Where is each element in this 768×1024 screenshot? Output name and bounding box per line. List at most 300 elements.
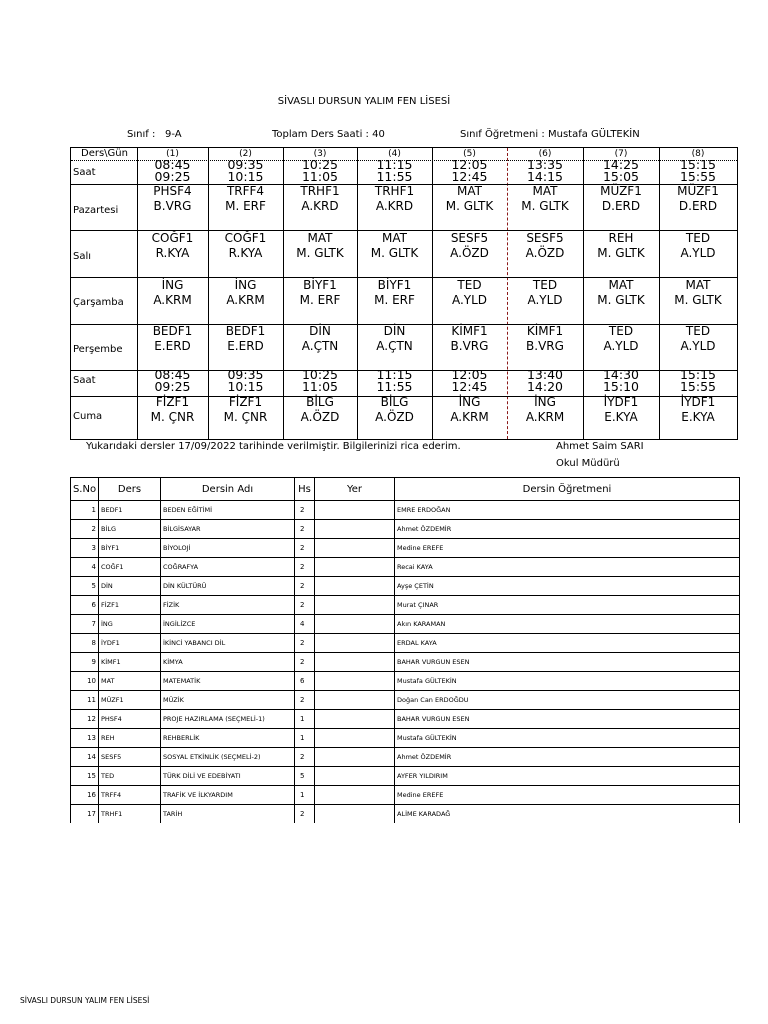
code-cell: FİZF1: [99, 596, 161, 615]
teacher-cell: Ayşe ÇETİN: [395, 577, 740, 596]
timetable-cell: [208, 395, 283, 425]
timetable-cell: [208, 369, 283, 393]
place-cell: [315, 805, 395, 824]
course-code: COĞF1: [151, 231, 194, 245]
course-name-cell: BİLGİSAYAR: [161, 520, 295, 539]
timetable-cell: [283, 369, 357, 393]
timetable-cell: [208, 278, 283, 308]
footer-school: SİVASLI DURSUN YALIM FEN LİSESİ: [20, 996, 150, 1005]
sno-cell: 7: [71, 615, 99, 634]
course-code: BİLG: [380, 395, 409, 409]
course-code: FİZF1: [228, 395, 263, 409]
teacher-cell: Mustafa GÜLTEKİN: [395, 672, 740, 691]
course-code: BİYF1: [377, 278, 412, 292]
teacher-cell: Akın KARAMAN: [395, 615, 740, 634]
sno-cell: 16: [71, 786, 99, 805]
code-cell: MAT: [99, 672, 161, 691]
course-name-cell: İKİNCİ YABANCI DİL: [161, 634, 295, 653]
row-label: Salı: [73, 251, 92, 262]
course-code: İYDF1: [680, 395, 716, 409]
timetable-cell: [283, 231, 357, 261]
code-cell: KİMF1: [99, 653, 161, 672]
course-code: FİZF1: [155, 395, 190, 409]
end-time: 15:55: [679, 169, 717, 184]
course-code: MÜZF1: [600, 184, 642, 198]
teacher-code: M. GLTK: [445, 199, 494, 213]
hours-cell: 2: [295, 558, 315, 577]
timetable-cell: [357, 278, 432, 308]
start-time: 08:45: [154, 157, 191, 172]
code-cell: REH: [99, 729, 161, 748]
teacher-code: B.VRG: [450, 339, 489, 353]
place-cell: [315, 710, 395, 729]
teacher-code: B.VRG: [526, 339, 564, 353]
teacher-code: M. ÇNR: [223, 410, 268, 424]
principal-title: Okul Müdürü: [556, 458, 620, 469]
hours-cell: 2: [295, 691, 315, 710]
sno-cell: 3: [71, 539, 99, 558]
start-time: 12:05: [451, 367, 488, 382]
teacher-label: Sınıf Öğretmeni :: [460, 129, 545, 140]
code-cell: BEDF1: [99, 501, 161, 520]
code-cell: SESF5: [99, 748, 161, 767]
timetable-cell: [283, 278, 357, 308]
sno-cell: 2: [71, 520, 99, 539]
code-cell: İYDF1: [99, 634, 161, 653]
start-time: 13:35: [526, 157, 564, 172]
start-time: 11:15: [376, 367, 413, 382]
timetable-cell: [432, 278, 507, 308]
teacher-code: R.KYA: [155, 246, 190, 260]
end-time: 09:25: [154, 379, 191, 394]
course-code: MAT: [532, 184, 558, 198]
teacher-cell: Recai KAYA: [395, 558, 740, 577]
timetable-cell: [357, 324, 432, 354]
end-time: 12:45: [451, 379, 488, 394]
row-label: Saat: [73, 375, 96, 386]
table-row: [71, 691, 740, 710]
table-row: [71, 786, 740, 805]
timetable-cell: [137, 324, 208, 354]
hours-cell: 2: [295, 539, 315, 558]
hours-cell: 1: [295, 786, 315, 805]
col-ders: Ders: [99, 478, 161, 501]
hours-cell: 2: [295, 634, 315, 653]
school-title: SİVASLI DURSUN YALIM FEN LİSESİ: [277, 96, 451, 107]
course-code: TED: [457, 278, 482, 292]
teacher-cell: BAHAR VURGUN ESEN: [395, 710, 740, 729]
sno-cell: 17: [71, 805, 99, 824]
sno-cell: 11: [71, 691, 99, 710]
timetable-cell: [507, 395, 583, 425]
table-row: [71, 805, 740, 824]
period-number: (3): [313, 149, 327, 159]
course-name-cell: MÜZİK: [161, 691, 295, 710]
teacher-code: A.YLD: [680, 339, 716, 353]
course-code: REH: [608, 231, 634, 245]
end-time: 09:25: [154, 169, 191, 184]
row-label: Perşembe: [73, 344, 123, 355]
period-number: (4): [388, 149, 401, 159]
end-time: 10:15: [227, 379, 264, 394]
timetable-cell: [659, 395, 737, 425]
hours-cell: 2: [295, 577, 315, 596]
place-cell: [315, 577, 395, 596]
place-cell: [315, 539, 395, 558]
teacher-code: A.KRM: [153, 293, 192, 307]
timetable-cell: [507, 369, 583, 393]
col-ogretmen: Dersin Öğretmeni: [395, 478, 740, 501]
course-code: İNG: [534, 395, 556, 409]
end-time: 11:55: [376, 169, 413, 184]
code-cell: COĞF1: [99, 558, 161, 577]
teacher-code: M. ERF: [225, 199, 266, 213]
sno-cell: 4: [71, 558, 99, 577]
timetable-cell: [432, 184, 507, 214]
course-name-cell: TÜRK DİLİ VE EDEBİYATI: [161, 767, 295, 786]
class-label: Sınıf :: [127, 129, 156, 140]
code-cell: TED: [99, 767, 161, 786]
course-code: MAT: [685, 278, 711, 292]
teacher-code: M. ERF: [299, 293, 341, 307]
teacher-code: A.ÖZD: [525, 246, 565, 260]
end-time: 10:15: [227, 169, 264, 184]
code-cell: TRFF4: [99, 786, 161, 805]
period-number: (6): [538, 149, 552, 159]
teacher-cell: Mustafa GÜLTEKİN: [395, 729, 740, 748]
course-code: İNG: [161, 278, 184, 292]
course-code: TED: [685, 324, 711, 338]
course-name-cell: COĞRAFYA: [161, 558, 295, 577]
place-cell: [315, 672, 395, 691]
course-code: MÜZF1: [677, 184, 719, 198]
table-row: [71, 596, 740, 615]
timetable: [70, 147, 738, 440]
timetable-cell: [137, 369, 208, 393]
teacher-cell: EMRE ERDOĞAN: [395, 501, 740, 520]
teacher-code: M. GLTK: [597, 293, 645, 307]
place-cell: [315, 767, 395, 786]
teacher-code: M. GLTK: [521, 199, 569, 213]
course-code: KİMF1: [526, 324, 564, 338]
course-name-cell: TARİH: [161, 805, 295, 824]
course-code: BEDF1: [225, 324, 266, 338]
start-time: 14:30: [602, 367, 640, 382]
end-time: 11:05: [301, 169, 339, 184]
hours-cell: 1: [295, 710, 315, 729]
start-time: 12:05: [451, 157, 488, 172]
note-text: Yukarıdaki dersler 17/09/2022 tarihinde verilmiştir. Bilgilerinizi rica ederim.: [86, 441, 461, 452]
class-value: 9-A: [165, 129, 182, 140]
hours-cell: 2: [295, 501, 315, 520]
course-name-cell: BEDEN EĞİTİMİ: [161, 501, 295, 520]
col-hs: Hs: [295, 478, 315, 501]
timetable-cell: [283, 184, 357, 214]
table-row: [71, 653, 740, 672]
course-name-cell: İNGİLİZCE: [161, 615, 295, 634]
end-time: 14:20: [526, 379, 564, 394]
course-code: TRFF4: [226, 184, 265, 198]
place-cell: [315, 729, 395, 748]
course-code: BEDF1: [152, 324, 193, 338]
table-row: [71, 672, 740, 691]
timetable-cell: [357, 369, 432, 393]
table-row: [71, 615, 740, 634]
timetable-cell: [357, 395, 432, 425]
teacher-cell: Murat ÇINAR: [395, 596, 740, 615]
course-code: TED: [608, 324, 634, 338]
timetable-cell: [137, 278, 208, 308]
timetable-cell: [583, 369, 659, 393]
course-code: SESF5: [450, 231, 489, 245]
timetable-cell: [137, 159, 208, 183]
sno-cell: 6: [71, 596, 99, 615]
timetable-cell: [432, 231, 507, 261]
teacher-code: A.KRD: [375, 199, 414, 213]
timetable-cell: [283, 324, 357, 354]
timetable-cell: [208, 231, 283, 261]
place-cell: [315, 786, 395, 805]
end-time: 11:55: [376, 379, 413, 394]
teacher-code: A.ÇTN: [301, 339, 339, 353]
start-time: 13:40: [526, 367, 564, 382]
teacher-cell: Doğan Can ERDOĞDU: [395, 691, 740, 710]
teacher-code: M. ÇNR: [150, 410, 195, 424]
timetable-cell: [283, 395, 357, 425]
code-cell: DİN: [99, 577, 161, 596]
sno-cell: 12: [71, 710, 99, 729]
row-label: Cuma: [73, 411, 103, 422]
table-row: [71, 501, 740, 520]
code-cell: İNG: [99, 615, 161, 634]
hours-cell: 2: [295, 520, 315, 539]
teacher-code: A.YLD: [603, 339, 639, 353]
teacher-code: A.KRD: [301, 199, 339, 213]
course-code: DİN: [383, 324, 406, 338]
row-label: Çarşamba: [73, 297, 124, 308]
list-header-row: [71, 478, 740, 501]
place-cell: [315, 520, 395, 539]
timetable-cell: [357, 159, 432, 183]
table-row: [71, 748, 740, 767]
code-cell: PHSF4: [99, 710, 161, 729]
sno-cell: 5: [71, 577, 99, 596]
hours-cell: 2: [295, 748, 315, 767]
period-number: (2): [239, 149, 252, 159]
place-cell: [315, 501, 395, 520]
timetable-cell: [583, 184, 659, 214]
course-code: TED: [532, 278, 558, 292]
course-name-cell: DİN KÜLTÜRÜ: [161, 577, 295, 596]
code-cell: TRHF1: [99, 805, 161, 824]
sno-cell: 13: [71, 729, 99, 748]
course-name-cell: FİZİK: [161, 596, 295, 615]
timetable-cell: [283, 159, 357, 183]
start-time: 15:15: [679, 367, 717, 382]
hours-cell: 4: [295, 615, 315, 634]
end-time: 14:15: [526, 169, 564, 184]
table-row: [71, 577, 740, 596]
course-name-cell: SOSYAL ETKİNLİK (SEÇMELİ-2): [161, 748, 295, 767]
hours-cell: 6: [295, 672, 315, 691]
principal-name: Ahmet Saim SARI: [556, 441, 644, 452]
course-name-cell: TRAFİK VE İLKYARDIM: [161, 786, 295, 805]
course-code: KİMF1: [451, 324, 488, 338]
timetable-cell: [659, 184, 737, 214]
course-code: BİYF1: [303, 278, 337, 292]
teacher-cell: Ahmet ÖZDEMİR: [395, 520, 740, 539]
timetable-cell: [583, 324, 659, 354]
teacher-code: A.ÇTN: [376, 339, 413, 353]
course-code: TRHF1: [374, 184, 415, 198]
timetable-cell: [208, 184, 283, 214]
timetable-cell: [432, 324, 507, 354]
timetable-cell: [357, 231, 432, 261]
timetable-cell: [659, 159, 737, 183]
teacher-cell: Ahmet ÖZDEMİR: [395, 748, 740, 767]
hours-cell: 2: [295, 596, 315, 615]
teacher-code: D.ERD: [601, 199, 641, 213]
timetable-cell: [432, 395, 507, 425]
course-code: MAT: [307, 231, 333, 245]
course-code: TED: [685, 231, 711, 245]
teacher-cell: Medine EREFE: [395, 786, 740, 805]
teacher-code: M. GLTK: [370, 246, 419, 260]
table-row: [71, 729, 740, 748]
table-row: [71, 520, 740, 539]
timetable-cell: [583, 231, 659, 261]
table-row: [71, 539, 740, 558]
teacher-code: A.YLD: [527, 293, 563, 307]
course-code: COĞF1: [224, 231, 267, 245]
period-number: (7): [614, 149, 628, 159]
teacher-code: E.ERD: [227, 339, 264, 353]
course-code: İYDF1: [603, 395, 639, 409]
col-yer: Yer: [315, 478, 395, 501]
teacher-cell: Medine EREFE: [395, 539, 740, 558]
teacher-code: E.ERD: [154, 339, 191, 353]
teacher-code: A.ÖZD: [300, 410, 340, 424]
course-name-cell: KİMYA: [161, 653, 295, 672]
teacher-code: A.KRM: [450, 410, 489, 424]
place-cell: [315, 596, 395, 615]
course-code: İNG: [458, 395, 481, 409]
table-row: [71, 558, 740, 577]
sno-cell: 9: [71, 653, 99, 672]
teacher-code: A.YLD: [680, 246, 716, 260]
course-code: PHSF4: [153, 184, 192, 198]
teacher-code: A.ÖZD: [375, 410, 414, 424]
timetable-cell: [137, 184, 208, 214]
hours-cell: 1: [295, 729, 315, 748]
timetable-cell: [659, 231, 737, 261]
course-code: İNG: [234, 278, 257, 292]
sno-cell: 8: [71, 634, 99, 653]
course-code: DİN: [309, 324, 331, 338]
end-time: 15:55: [679, 379, 717, 394]
col-ders-adi: Dersin Adı: [161, 478, 295, 501]
place-cell: [315, 748, 395, 767]
timetable-cell: [432, 369, 507, 393]
end-time: 12:45: [451, 169, 488, 184]
teacher-code: M. GLTK: [296, 246, 344, 260]
teacher-code: R.KYA: [228, 246, 263, 260]
teacher-code: M. ERF: [374, 293, 415, 307]
timetable-cell: [507, 278, 583, 308]
teacher-value: Mustafa GÜLTEKİN: [548, 129, 640, 140]
teacher-code: A.ÖZD: [450, 246, 489, 260]
hours-cell: 2: [295, 805, 315, 824]
start-time: 15:15: [679, 157, 717, 172]
timetable-cell: [208, 324, 283, 354]
table-row: [71, 767, 740, 786]
place-cell: [315, 558, 395, 577]
code-cell: BİLG: [99, 520, 161, 539]
code-cell: MÜZF1: [99, 691, 161, 710]
teacher-code: D.ERD: [678, 199, 718, 213]
timetable-cell: [507, 159, 583, 183]
teacher-cell: BAHAR VURGUN ESEN: [395, 653, 740, 672]
start-time: 10:25: [301, 157, 339, 172]
course-code: SESF5: [526, 231, 564, 245]
teacher-cell: AYFER YILDIRIM: [395, 767, 740, 786]
code-cell: BİYF1: [99, 539, 161, 558]
course-name-cell: BİYOLOJİ: [161, 539, 295, 558]
period-number: (1): [166, 149, 179, 159]
sno-cell: 14: [71, 748, 99, 767]
timetable-cell: [659, 278, 737, 308]
col-sno: S.No: [71, 478, 99, 501]
teacher-code: M. GLTK: [674, 293, 722, 307]
teacher-code: B.VRG: [153, 199, 192, 213]
course-name-cell: MATEMATİK: [161, 672, 295, 691]
timetable-cell: [659, 369, 737, 393]
timetable-cell: [583, 395, 659, 425]
course-code: MAT: [608, 278, 634, 292]
teacher-code: E.KYA: [604, 410, 638, 424]
timetable-cell: [507, 184, 583, 214]
start-time: 09:35: [227, 367, 264, 382]
hours-cell: 5: [295, 767, 315, 786]
course-name-cell: REHBERLİK: [161, 729, 295, 748]
timetable-cell: [507, 324, 583, 354]
timetable-cell: [507, 231, 583, 261]
start-time: 09:35: [227, 157, 264, 172]
course-code: TRHF1: [300, 184, 340, 198]
total-hours: Toplam Ders Saati : 40: [272, 129, 385, 140]
course-list: [70, 477, 740, 823]
sno-cell: 1: [71, 501, 99, 520]
start-time: 08:45: [154, 367, 191, 382]
start-time: 10:25: [301, 367, 339, 382]
place-cell: [315, 653, 395, 672]
teacher-code: A.KRM: [525, 410, 565, 424]
teacher-code: A.KRM: [226, 293, 265, 307]
timetable-cell: [583, 159, 659, 183]
end-time: 15:10: [602, 379, 640, 394]
place-cell: [315, 634, 395, 653]
timetable-cell: [137, 231, 208, 261]
course-code: BİLG: [306, 395, 334, 409]
end-time: 11:05: [301, 379, 339, 394]
timetable-cell: [208, 159, 283, 183]
timetable-cell: [659, 324, 737, 354]
timetable-cell: [357, 184, 432, 214]
teacher-code: E.KYA: [681, 410, 715, 424]
teacher-cell: ERDAL KAYA: [395, 634, 740, 653]
course-code: MAT: [382, 231, 407, 245]
start-time: 11:15: [376, 157, 413, 172]
